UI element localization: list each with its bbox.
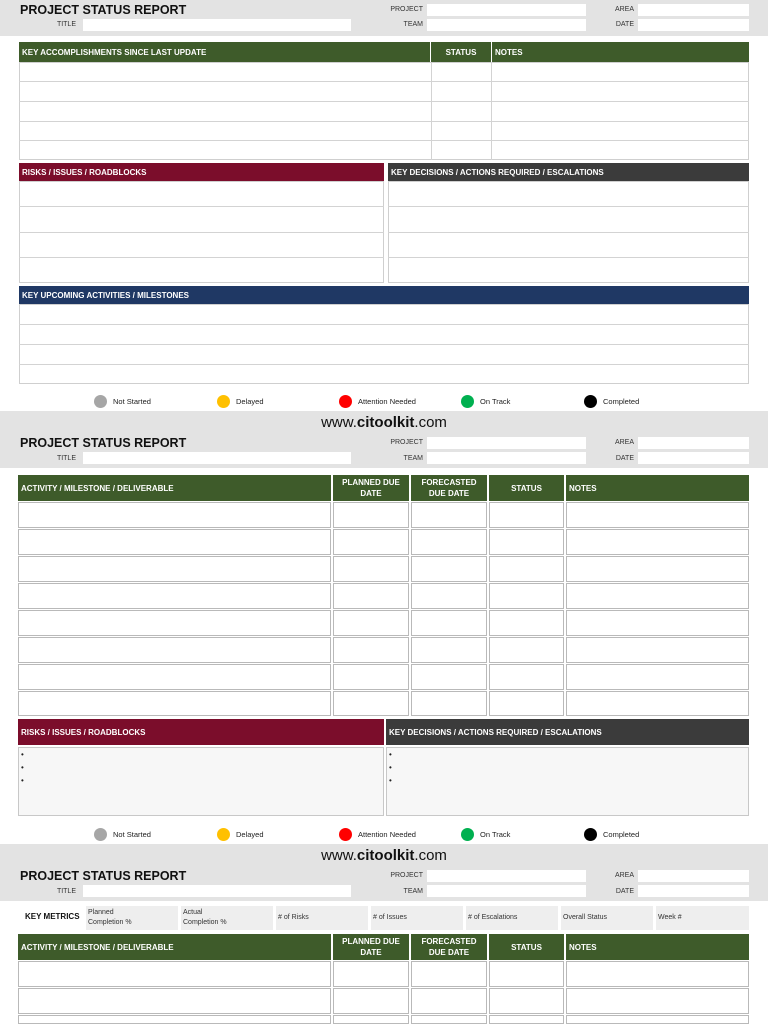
metric-risks[interactable] [276, 906, 368, 930]
status-header: STATUS [489, 475, 564, 501]
project-label: PROJECT [390, 6, 423, 13]
legend-label: On Track [480, 397, 511, 406]
site-prefix: www. [321, 847, 357, 864]
not-started-dot-icon [94, 828, 107, 841]
forecast-date-cell[interactable] [411, 610, 487, 636]
forecast-header: FORECASTED DUE DATE [411, 475, 487, 501]
planned-date-cell[interactable] [333, 988, 409, 1014]
activity-cell[interactable] [18, 691, 331, 716]
area-label-2: AREA [614, 439, 634, 446]
on-track-dot-icon [461, 395, 474, 408]
date-field[interactable] [638, 19, 749, 31]
planned-date-cell[interactable] [333, 502, 409, 528]
planned-header-3: PLANNED DUE DATE [333, 934, 409, 960]
status-cell[interactable] [489, 502, 564, 528]
metric-issues[interactable] [371, 906, 463, 930]
legend-label: Delayed [236, 830, 264, 839]
project-field-2[interactable] [427, 437, 586, 449]
date-label-2: DATE [615, 455, 634, 462]
metric-planned-line2: Completion % [88, 919, 132, 926]
title-field-2[interactable] [83, 452, 351, 464]
activity-cell[interactable] [18, 556, 331, 582]
forecast-date-cell[interactable] [411, 1015, 487, 1024]
legend-on-track-2 [461, 828, 510, 841]
area-label-3: AREA [614, 872, 634, 879]
decision-bullet-3: • [389, 776, 392, 785]
team-field-2[interactable] [427, 452, 586, 464]
site-suffix: .com [414, 414, 447, 431]
activity-header-3: ACTIVITY / MILESTONE / DELIVERABLE [18, 934, 331, 960]
metric-week-label: Week # [658, 914, 682, 921]
metric-week[interactable] [656, 906, 749, 930]
notes-cell[interactable] [566, 502, 749, 528]
metric-actual-line2: Completion % [183, 919, 227, 926]
forecast-date-cell[interactable] [411, 988, 487, 1014]
legend-on-track [461, 395, 510, 408]
team-field[interactable] [427, 19, 586, 31]
title-field[interactable] [83, 19, 351, 31]
decisions-grid-lines [388, 181, 749, 283]
forecast-date-cell[interactable] [411, 583, 487, 609]
decisions-header-2: KEY DECISIONS / ACTIONS REQUIRED / ESCALATIONS [386, 719, 749, 745]
legend-delayed-2 [217, 828, 264, 841]
project-field[interactable] [427, 4, 586, 16]
risks-box-2[interactable] [18, 747, 384, 816]
risks-grid-lines [19, 181, 384, 283]
planned-date-cell[interactable] [333, 610, 409, 636]
legend-not-started-2 [94, 828, 151, 841]
metric-planned-line1: Planned [88, 909, 114, 916]
planned-date-cell[interactable] [333, 583, 409, 609]
area-field-3[interactable] [638, 870, 749, 882]
activity-cell[interactable] [18, 961, 331, 987]
notes-cell[interactable] [566, 610, 749, 636]
forecast-header-3: FORECASTED DUE DATE [411, 934, 487, 960]
notes-cell[interactable] [566, 556, 749, 582]
title-label: TITLE [56, 21, 76, 28]
notes-cell[interactable] [566, 961, 749, 987]
forecast-date-cell[interactable] [411, 637, 487, 663]
forecast-date-cell[interactable] [411, 529, 487, 555]
planned-date-cell[interactable] [333, 691, 409, 716]
risk-bullet-1: • [21, 750, 24, 759]
site-suffix: .com [414, 847, 447, 864]
project-label-2: PROJECT [390, 439, 423, 446]
date-field-3[interactable] [638, 885, 749, 897]
status-cell[interactable] [489, 1015, 564, 1024]
activity-cell[interactable] [18, 1015, 331, 1024]
status-cell[interactable] [489, 961, 564, 987]
forecast-date-cell[interactable] [411, 961, 487, 987]
forecast-date-cell[interactable] [411, 502, 487, 528]
accomplishments-notes-header: NOTES [492, 42, 749, 62]
metric-escalations-label: # of Escalations [468, 914, 518, 921]
legend-label: Delayed [236, 397, 264, 406]
upcoming-grid-lines [19, 304, 749, 384]
date-label-3: DATE [615, 888, 634, 895]
accomplishments-status-header: STATUS [431, 42, 491, 62]
legend-label: Not Started [113, 830, 151, 839]
status-cell[interactable] [489, 988, 564, 1014]
team-label: TEAM [403, 21, 423, 28]
legend-attention-needed [339, 395, 416, 408]
risks-header-2: RISKS / ISSUES / ROADBLOCKS [18, 719, 384, 745]
upcoming-grid [19, 304, 749, 384]
site-brand: citoolkit [356, 414, 415, 431]
decisions-box-2[interactable] [386, 747, 749, 816]
status-cell[interactable] [489, 691, 564, 716]
metric-issues-label: # of Issues [373, 914, 407, 921]
title-field-3[interactable] [83, 885, 351, 897]
site-link-2[interactable] [0, 847, 768, 864]
team-field-3[interactable] [427, 885, 586, 897]
legend-completed [584, 395, 639, 408]
notes-cell[interactable] [566, 583, 749, 609]
status-header-3: STATUS [489, 934, 564, 960]
area-field[interactable] [638, 4, 749, 16]
activity-cell[interactable] [18, 664, 331, 690]
decisions-grid [388, 181, 749, 283]
activity-header: ACTIVITY / MILESTONE / DELIVERABLE [18, 475, 331, 501]
date-label: DATE [615, 21, 634, 28]
report-title: PROJECT STATUS REPORT [20, 3, 187, 17]
risks-header: RISKS / ISSUES / ROADBLOCKS [19, 163, 384, 181]
planned-date-cell[interactable] [333, 664, 409, 690]
delayed-dot-icon [217, 395, 230, 408]
accomplishments-grid-lines [19, 62, 749, 160]
activity-cell[interactable] [18, 637, 331, 663]
notes-cell[interactable] [566, 664, 749, 690]
legend-delayed [217, 395, 264, 408]
decision-bullet-1: • [389, 750, 392, 759]
date-field-2[interactable] [638, 452, 749, 464]
project-field-3[interactable] [427, 870, 586, 882]
planned-date-cell[interactable] [333, 529, 409, 555]
forecast-date-cell[interactable] [411, 691, 487, 716]
risk-bullet-2: • [21, 763, 24, 772]
risk-bullet-3: • [21, 776, 24, 785]
project-label-3: PROJECT [390, 872, 423, 879]
metric-overall-status[interactable] [561, 906, 653, 930]
status-cell[interactable] [489, 583, 564, 609]
planned-date-cell[interactable] [333, 1015, 409, 1024]
completed-dot-icon [584, 395, 597, 408]
title-label-2: TITLE [56, 455, 76, 462]
delayed-dot-icon [217, 828, 230, 841]
area-label: AREA [614, 6, 634, 13]
status-cell[interactable] [489, 610, 564, 636]
status-cell[interactable] [489, 637, 564, 663]
notes-cell[interactable] [566, 529, 749, 555]
metric-escalations[interactable] [466, 906, 558, 930]
attention-dot-icon [339, 395, 352, 408]
site-brand: citoolkit [356, 847, 415, 864]
site-link-1[interactable] [0, 414, 768, 431]
forecast-date-cell[interactable] [411, 556, 487, 582]
planned-date-cell[interactable] [333, 556, 409, 582]
notes-cell[interactable] [566, 1015, 749, 1024]
accomplishments-header: KEY ACCOMPLISHMENTS SINCE LAST UPDATE [19, 42, 430, 62]
legend-label: Completed [603, 397, 640, 406]
status-cell[interactable] [489, 664, 564, 690]
metric-planned-completion[interactable] [86, 906, 178, 930]
forecast-date-cell[interactable] [411, 664, 487, 690]
planned-date-cell[interactable] [333, 961, 409, 987]
key-metrics-label: KEY METRICS [25, 912, 80, 921]
risks-grid [19, 181, 384, 283]
legend-completed-2 [584, 828, 639, 841]
team-label-3: TEAM [403, 888, 423, 895]
metric-overall-label: Overall Status [563, 914, 607, 921]
legend-label: Not Started [113, 397, 151, 406]
report-title-3: PROJECT STATUS REPORT [20, 869, 187, 883]
status-cell[interactable] [489, 529, 564, 555]
upcoming-header: KEY UPCOMING ACTIVITIES / MILESTONES [19, 286, 749, 304]
team-label-2: TEAM [403, 455, 423, 462]
activity-cell[interactable] [18, 610, 331, 636]
activity-cell[interactable] [18, 529, 331, 555]
legend-label: Attention Needed [358, 830, 416, 839]
metric-actual-completion[interactable] [181, 906, 273, 930]
legend-not-started [94, 395, 151, 408]
status-cell[interactable] [489, 556, 564, 582]
notes-cell[interactable] [566, 637, 749, 663]
area-field-2[interactable] [638, 437, 749, 449]
site-prefix: www. [321, 414, 357, 431]
planned-header: PLANNED DUE DATE [333, 475, 409, 501]
title-label-3: TITLE [56, 888, 76, 895]
notes-header: NOTES [566, 475, 749, 501]
legend-label: On Track [480, 830, 511, 839]
report-title-2: PROJECT STATUS REPORT [20, 436, 187, 450]
planned-date-cell[interactable] [333, 637, 409, 663]
activity-cell[interactable] [18, 988, 331, 1014]
metric-risks-label: # of Risks [278, 914, 309, 921]
legend-attention-needed-2 [339, 828, 416, 841]
accomplishments-grid [19, 62, 749, 160]
metric-actual-line1: Actual [183, 909, 203, 916]
decisions-header: KEY DECISIONS / ACTIONS REQUIRED / ESCALATIONS [388, 163, 749, 181]
not-started-dot-icon [94, 395, 107, 408]
attention-dot-icon [339, 828, 352, 841]
activity-cell[interactable] [18, 583, 331, 609]
notes-cell[interactable] [566, 691, 749, 716]
notes-header-3: NOTES [566, 934, 749, 960]
completed-dot-icon [584, 828, 597, 841]
activity-cell[interactable] [18, 502, 331, 528]
on-track-dot-icon [461, 828, 474, 841]
decision-bullet-2: • [389, 763, 392, 772]
legend-label: Attention Needed [358, 397, 416, 406]
legend-label: Completed [603, 830, 640, 839]
notes-cell[interactable] [566, 988, 749, 1014]
